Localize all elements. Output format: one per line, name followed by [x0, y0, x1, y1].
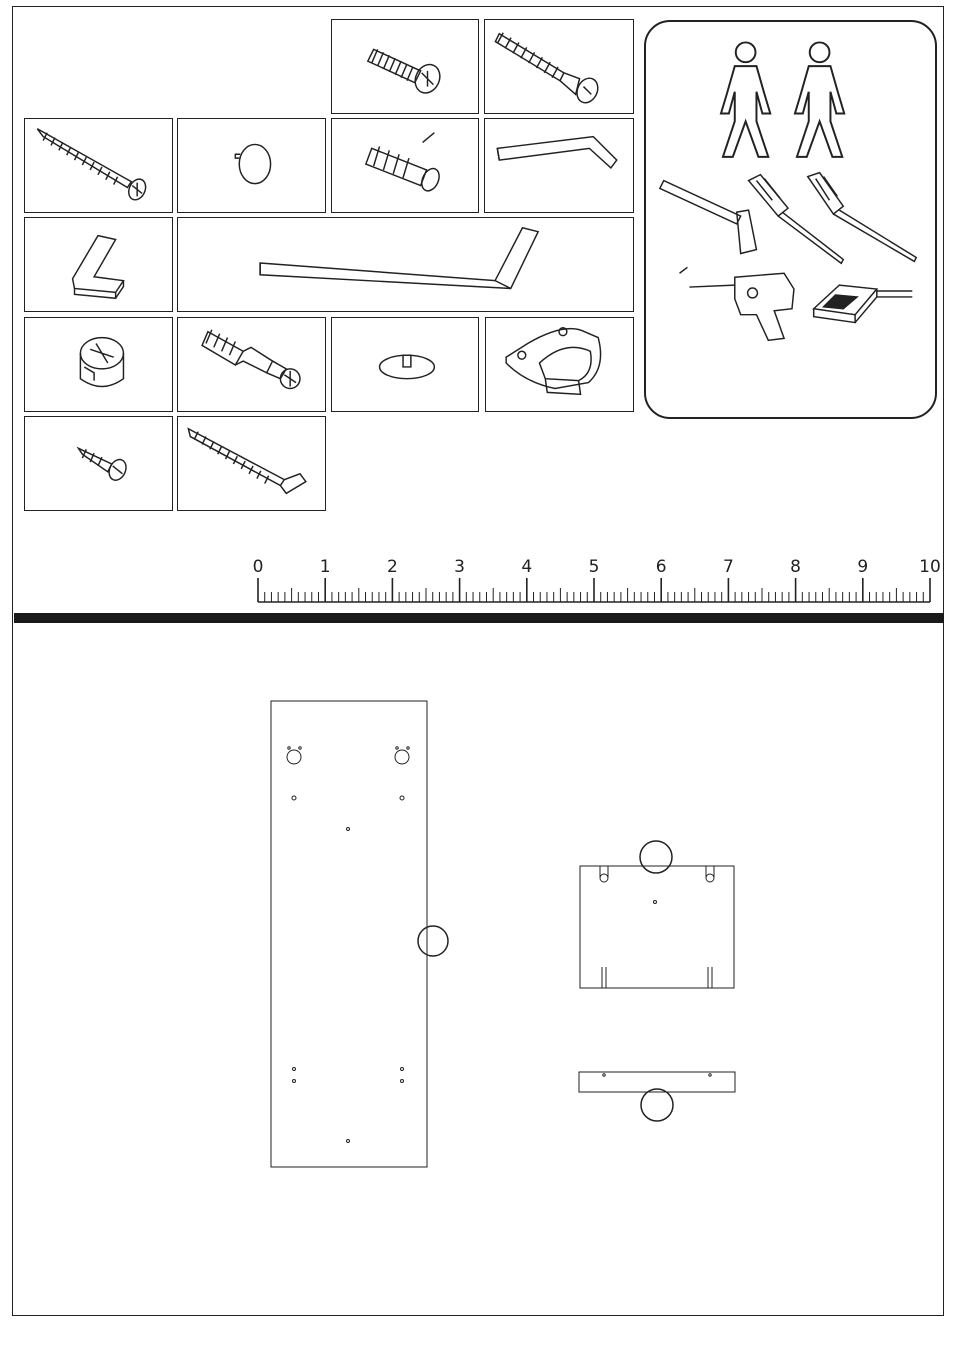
hook-screw-icon — [178, 417, 325, 510]
hardware-long-wood-screw — [24, 118, 173, 213]
cable-grommet-icon — [486, 318, 633, 411]
screwdriver-phillips-icon — [808, 173, 916, 262]
hammer-icon — [660, 181, 757, 254]
tools-panel — [644, 20, 937, 419]
short-screw-icon — [25, 417, 172, 510]
dowel-cap-icon — [178, 119, 325, 212]
long-wood-screw-icon — [25, 119, 172, 212]
hardware-cam-lock — [24, 317, 173, 412]
panel-drawings — [14, 623, 944, 1313]
ruler-label: 0 — [252, 557, 264, 577]
two-people-icon — [721, 42, 844, 156]
confirmat-screw-icon — [485, 20, 633, 113]
hardware-wall-plug — [331, 118, 479, 213]
bolt-icon — [332, 20, 478, 113]
section-divider — [14, 613, 944, 623]
hardware-hook-screw — [177, 416, 326, 511]
hardware-hex-key-small — [484, 118, 634, 213]
cam-bolt-icon — [178, 318, 325, 411]
ruler-label: 8 — [790, 557, 802, 577]
ruler-label: 1 — [319, 557, 331, 577]
cam-lock-icon — [25, 318, 172, 411]
cover-disc-icon — [332, 318, 478, 411]
hardware-confirmat-screw — [484, 19, 634, 114]
hex-key-small-icon — [485, 119, 633, 212]
ruler-label: 6 — [655, 557, 667, 577]
hardware-dowel-cap — [177, 118, 326, 213]
hardware-cam-bolt — [177, 317, 326, 412]
ruler-label: 3 — [454, 557, 466, 577]
ruler-label: 5 — [588, 557, 600, 577]
ruler-label: 10 — [919, 557, 941, 577]
side-panel — [271, 701, 427, 1167]
part-label-circle — [640, 841, 672, 873]
screwdriver-flat-icon — [749, 175, 844, 264]
hardware-angle-bracket — [24, 217, 173, 312]
part-label-circle — [641, 1089, 673, 1121]
angle-bracket-icon — [25, 218, 172, 311]
ruler-label: 2 — [386, 557, 398, 577]
ruler-label: 7 — [722, 557, 734, 577]
hardware-hex-key-long — [177, 217, 634, 312]
ruler-label: 4 — [521, 557, 533, 577]
measurement-ruler — [244, 552, 944, 612]
drill-icon — [680, 267, 794, 340]
part-label-circle — [418, 926, 448, 956]
hex-key-long-icon — [178, 218, 633, 311]
hardware-cover-disc — [331, 317, 479, 412]
hardware-short-screw — [24, 416, 173, 511]
wall-plug-icon — [332, 119, 478, 212]
tape-measure-icon — [814, 285, 913, 322]
ruler-label: 9 — [857, 557, 869, 577]
top-panel — [580, 866, 734, 988]
hardware-cable-grommet — [485, 317, 634, 412]
hardware-bolt — [331, 19, 479, 114]
